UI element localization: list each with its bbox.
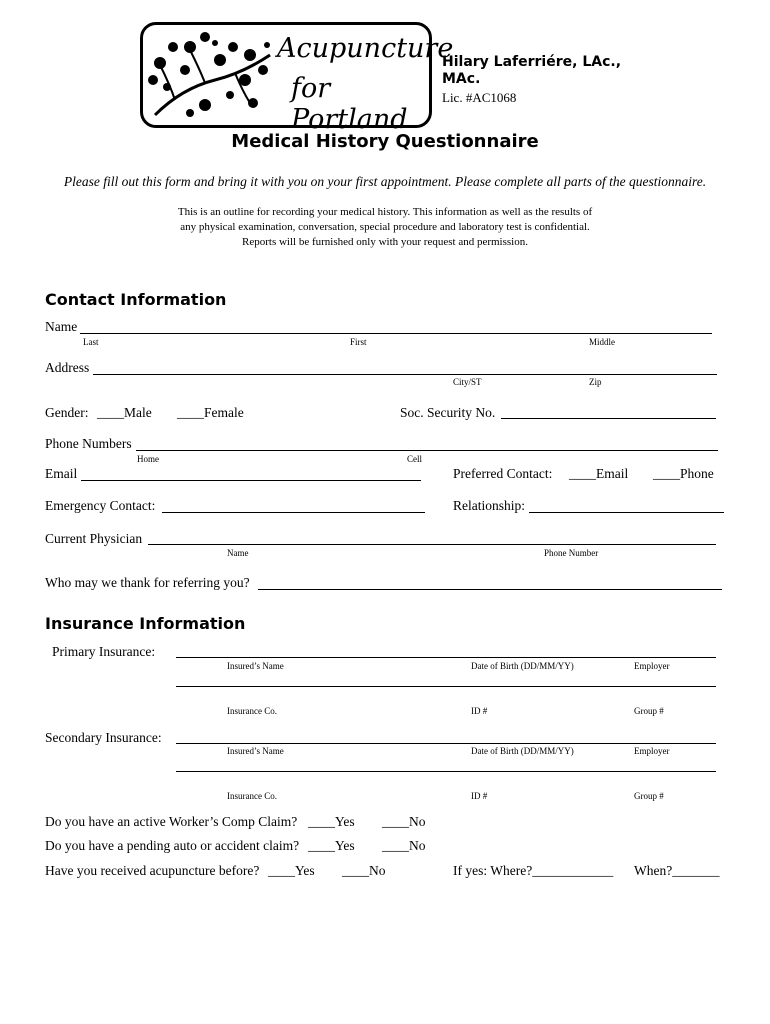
secondary-group-sublabel: Group # <box>634 791 664 801</box>
acupuncture-question: Have you received acupuncture before? <box>45 863 260 878</box>
physician-label: Current Physician <box>45 531 143 546</box>
referral-label: Who may we thank for referring you? <box>45 575 250 590</box>
blossom-branch-icon <box>145 25 275 125</box>
acupuncture-where-field[interactable]: If yes: Where?____________ <box>453 863 614 878</box>
page-title: Medical History Questionnaire <box>231 131 539 152</box>
secondary-company-field[interactable] <box>176 771 716 772</box>
practitioner-credential: MAc. <box>442 71 481 87</box>
address-city-sublabel: City/ST <box>453 377 482 387</box>
secondary-insurance-label: Secondary Insurance: <box>45 730 162 745</box>
auto-claim-question: Do you have a pending auto or accident claim? <box>45 838 300 853</box>
referral-field[interactable] <box>258 589 722 590</box>
phone-label: Phone Numbers <box>45 436 132 451</box>
workers-comp-no[interactable]: ____No <box>382 814 426 829</box>
primary-dob-sublabel: Date of Birth (DD/MM/YY) <box>471 661 574 671</box>
preferred-email-option[interactable]: ____Email <box>569 466 629 481</box>
physician-field[interactable] <box>148 544 716 545</box>
logo-text-line1: Acupuncture <box>277 33 454 64</box>
primary-group-sublabel: Group # <box>634 706 664 716</box>
workers-comp-yes[interactable]: ____Yes <box>308 814 355 829</box>
notice-line-3: Reports will be furnished only with your request and permission. <box>242 236 528 248</box>
workers-comp-question: Do you have an active Worker’s Comp Claim? <box>45 814 298 829</box>
name-last-sublabel: Last <box>83 337 99 347</box>
preferred-phone-option[interactable]: ____Phone <box>653 466 714 481</box>
auto-claim-yes[interactable]: ____Yes <box>308 838 355 853</box>
insurance-section-heading: Insurance Information <box>45 614 246 633</box>
relationship-field[interactable] <box>529 512 724 513</box>
gender-label: Gender: <box>45 405 89 420</box>
secondary-employer-sublabel: Employer <box>634 746 670 756</box>
primary-insured-field[interactable] <box>176 657 716 658</box>
name-field[interactable] <box>80 333 712 334</box>
email-label: Email <box>45 466 78 481</box>
emergency-contact-field[interactable] <box>162 512 425 513</box>
address-zip-sublabel: Zip <box>589 377 602 387</box>
primary-id-sublabel: ID # <box>471 706 488 716</box>
acupuncture-no[interactable]: ____No <box>342 863 386 878</box>
notice-line-2: any physical examination, conversation, special procedure and laboratory test is confidential. <box>180 221 590 233</box>
primary-insurance-label: Primary Insurance: <box>52 644 156 659</box>
practice-logo <box>140 22 454 135</box>
emergency-contact-label: Emergency Contact: <box>45 498 156 513</box>
primary-company-field[interactable] <box>176 686 716 687</box>
address-field[interactable] <box>93 374 717 375</box>
practitioner-name: Hilary Laferriére, LAc., <box>442 54 622 70</box>
gender-female-option[interactable]: ____Female <box>177 405 244 420</box>
name-label: Name <box>45 319 78 334</box>
phone-cell-sublabel: Cell <box>407 454 422 464</box>
ssn-field[interactable] <box>501 418 716 419</box>
address-label: Address <box>45 360 90 375</box>
notice-line-1: This is an outline for recording your medical history. This information as well as the results of <box>177 206 593 218</box>
contact-section-heading: Contact Information <box>45 290 227 309</box>
primary-insured-name-sublabel: Insured’s Name <box>227 661 284 671</box>
physician-phone-sublabel: Phone Number <box>544 548 599 558</box>
license-number: Lic. #AC1068 <box>442 90 517 105</box>
primary-company-sublabel: Insurance Co. <box>227 706 277 716</box>
name-middle-sublabel: Middle <box>589 337 615 347</box>
physician-name-sublabel: Name <box>227 548 249 558</box>
instructions: Please fill out this form and bring it with you on your first appointment. Please complete all parts of the questionnaire. <box>63 174 707 189</box>
phone-home-sublabel: Home <box>137 454 159 464</box>
gender-male-option[interactable]: ____Male <box>97 405 152 420</box>
logo-text-line2: for Portland <box>291 73 408 135</box>
phone-field[interactable] <box>136 450 718 451</box>
secondary-insured-field[interactable] <box>176 743 716 744</box>
relationship-label: Relationship: <box>453 498 525 513</box>
ssn-label: Soc. Security No. <box>400 405 496 420</box>
name-first-sublabel: First <box>350 337 367 347</box>
secondary-id-sublabel: ID # <box>471 791 488 801</box>
secondary-company-sublabel: Insurance Co. <box>227 791 277 801</box>
secondary-insured-name-sublabel: Insured’s Name <box>227 746 284 756</box>
auto-claim-no[interactable]: ____No <box>382 838 426 853</box>
acupuncture-yes[interactable]: ____Yes <box>268 863 315 878</box>
primary-employer-sublabel: Employer <box>634 661 670 671</box>
acupuncture-when-field[interactable]: When?_______ <box>634 863 720 878</box>
secondary-dob-sublabel: Date of Birth (DD/MM/YY) <box>471 746 574 756</box>
preferred-contact-label: Preferred Contact: <box>453 466 553 481</box>
email-field[interactable] <box>81 480 421 481</box>
